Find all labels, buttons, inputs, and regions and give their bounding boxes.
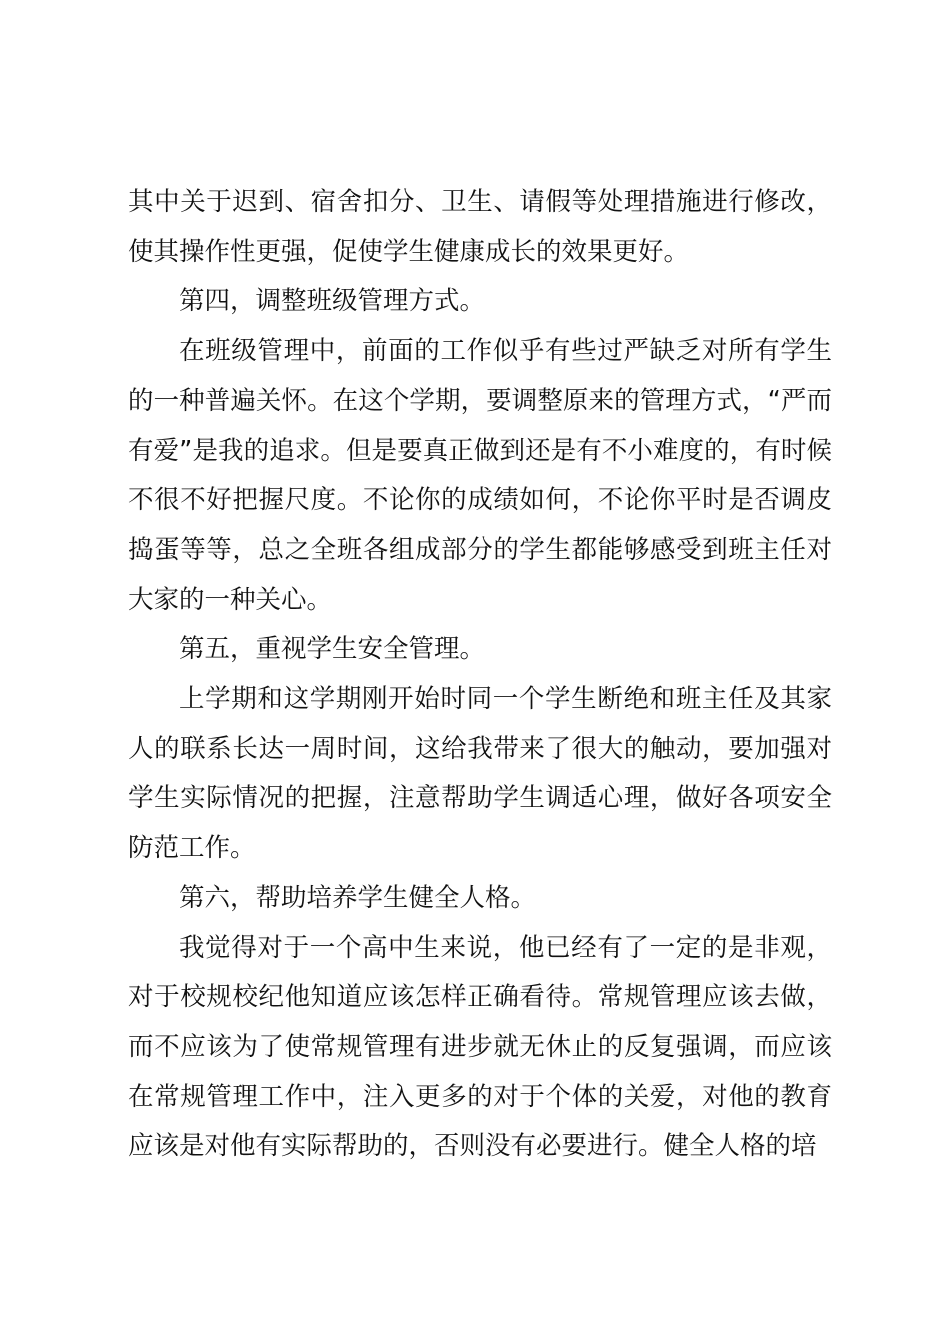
paragraph-continuation: 其中关于迟到、宿舍扣分、卫生、请假等处理措施进行修改，使其操作性更强，促使学生健康成长的效果更好。 [128,187,832,267]
paragraph-personality: 我觉得对于一个高中生来说，他已经有了一定的是非观，对于校规校纪他知道应该怎样正确看待。常规管理应该去做，而不应该为了使常规管理有进步就无休止的反复强调，而应该在常规管理工作中，注入更多的对于个体的关爱，对他的教育应该是对他有实际帮助的，否则没有必要进行。健全人格的培 [128,932,832,1162]
heading-point-four: 第四，调整班级管理方式。 [179,286,486,317]
paragraph-safety-management: 上学期和这学期刚开始时同一个学生断绝和班主任及其家人的联系长达一周时间，这给我带来了很大的触动，要加强对学生实际情况的把握，注意帮助学生调适心理，做好各项安全防范工作。 [128,684,832,864]
document-page [128,178,832,1172]
paragraph-class-management: 在班级管理中，前面的工作似乎有些过严缺乏对所有学生的一种普遍关怀。在这个学期，要调整原来的管理方式，“严而有爱”是我的追求。但是要真正做到还是有不小难度的，有时候不很不好把握尺度。不论你的成绩如何，不论你平时是否调皮捣蛋等等，总之全班各组成部分的学生都能够感受到班主任对大家的一种关心。 [128,336,832,615]
heading-point-five: 第五，重视学生安全管理。 [179,634,486,665]
heading-point-six: 第六，帮助培养学生健全人格。 [179,882,537,913]
